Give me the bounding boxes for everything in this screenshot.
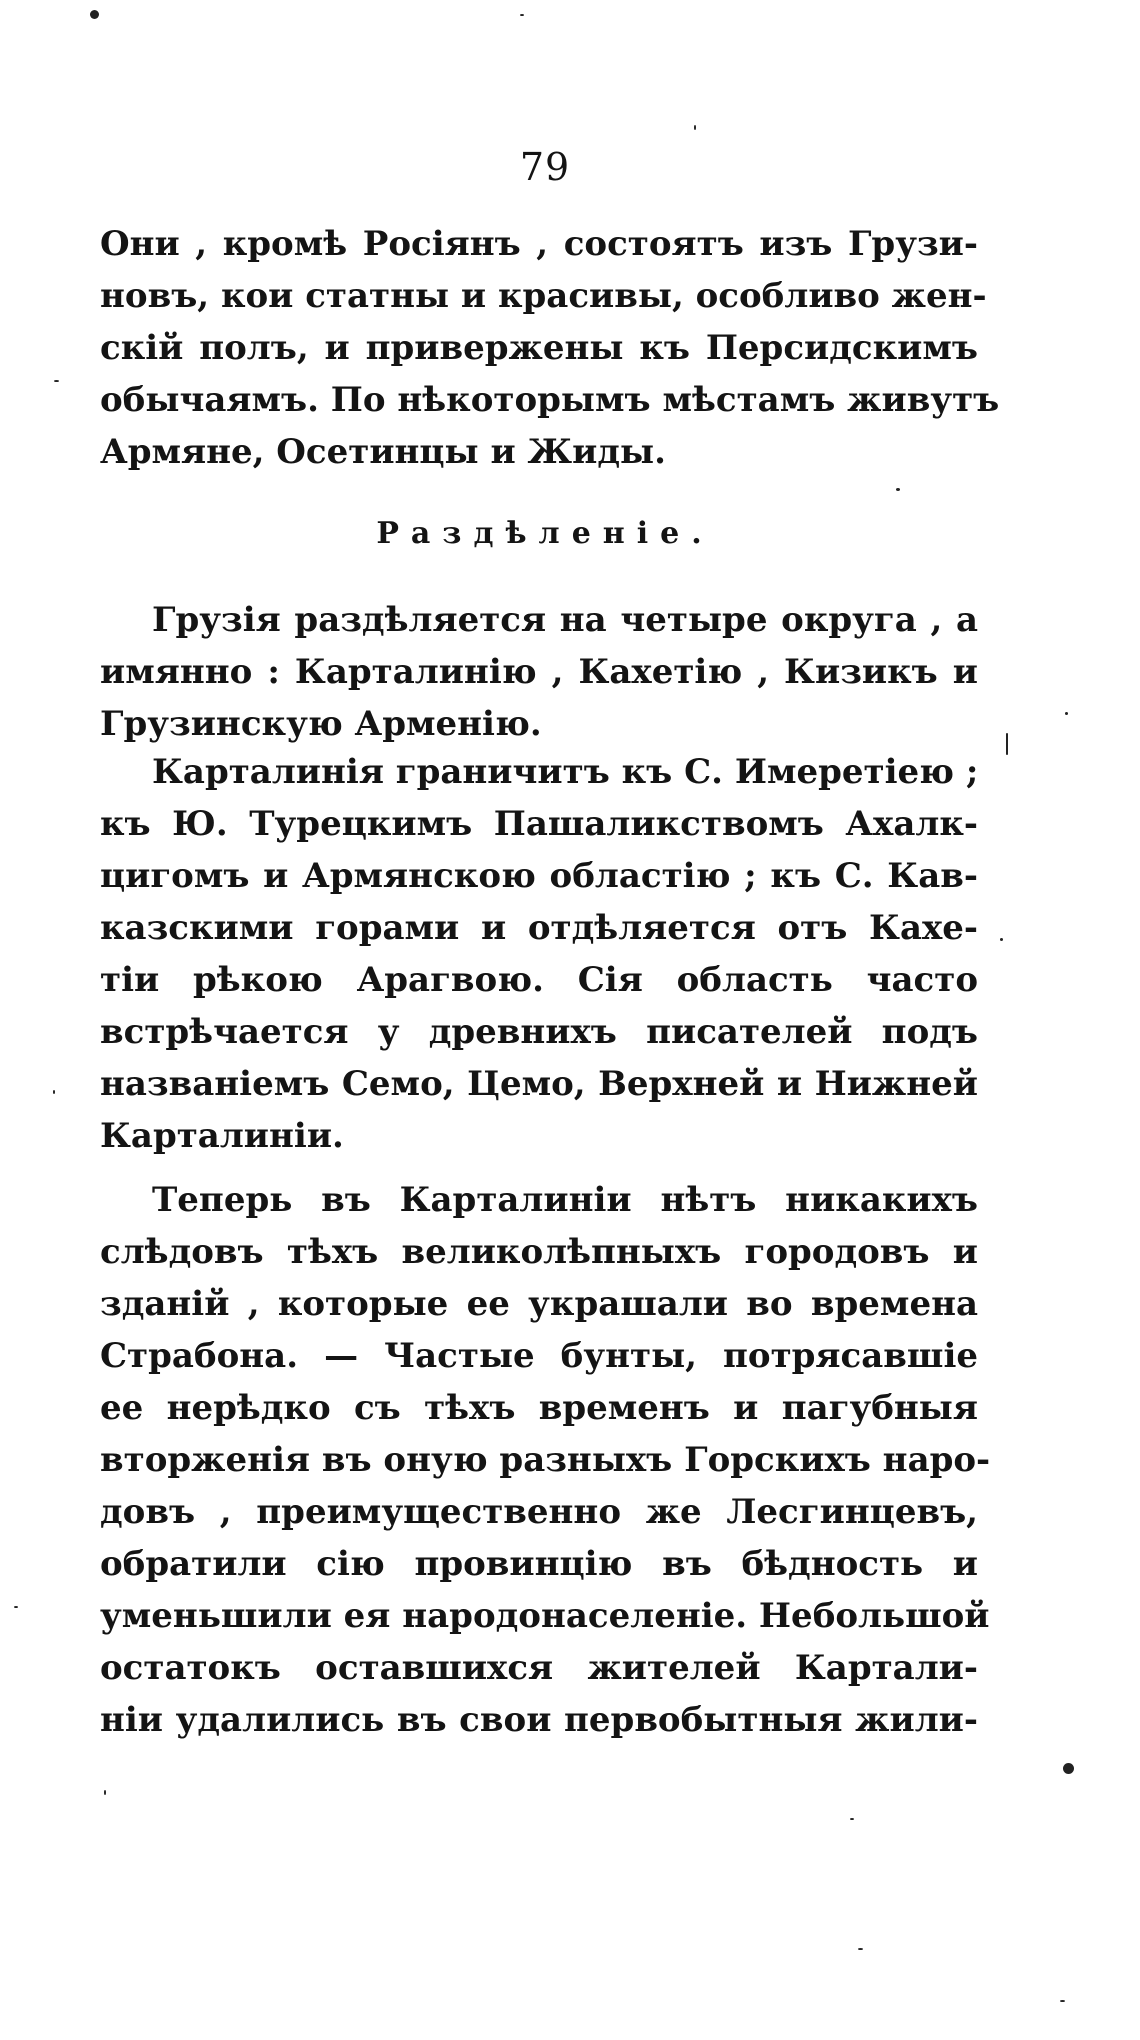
- scan-speck: [1060, 2000, 1065, 2002]
- text-line: новъ, кои статны и красивы, особливо жен-: [100, 276, 987, 316]
- page-number: 79: [519, 145, 571, 189]
- text-line: казскими горами и отдѣляется отъ Кахе-: [100, 908, 978, 948]
- text-line: ее нерѣдко съ тѣхъ временъ и пагубныя: [100, 1388, 978, 1428]
- text-line: Карталинія граничитъ къ С. Имеретіею ;: [152, 752, 979, 792]
- scan-speck: [54, 380, 59, 382]
- text-line: Грузинскую Арменію.: [100, 704, 542, 744]
- scan-speck: [520, 14, 524, 16]
- text-line: Страбона. — Частые бунты, потрясавшіе: [100, 1336, 978, 1376]
- text-line: Карталиніи.: [100, 1116, 344, 1156]
- text-line: обратили сію провинцію въ бѣдность и: [100, 1544, 978, 1584]
- scan-speck: [104, 1790, 106, 1795]
- text-line: Они , кромѣ Росіянъ , состоятъ изъ Грузи-: [100, 224, 978, 264]
- text-line: встрѣчается у древнихъ писателей подъ: [100, 1012, 978, 1052]
- text-line: имянно : Карталинію , Кахетію , Кизикъ и: [100, 652, 978, 692]
- scan-speck: [694, 125, 696, 130]
- scan-speck: [1063, 1763, 1074, 1774]
- text-line: къ Ю. Турецкимъ Пашаликствомъ Ахалк-: [100, 804, 978, 844]
- text-line: цигомъ и Армянскою областію ; къ С. Кав-: [100, 856, 978, 896]
- text-line: зданій , которые ее украшали во времена: [100, 1284, 978, 1324]
- text-line: ніи удалились въ свои первобытныя жили-: [100, 1700, 978, 1740]
- text-line: тіи рѣкою Арагвою. Сія область часто: [100, 960, 978, 1000]
- text-line: слѣдовъ тѣхъ великолѣпныхъ городовъ и: [100, 1232, 978, 1272]
- text-line: уменьшили ея народонаселеніе. Небольшой: [100, 1596, 990, 1636]
- paragraph-kartalinia-history: [100, 1174, 991, 1746]
- paragraph-kartalinia-borders: [100, 746, 978, 1162]
- section-heading: Раздѣленіе.: [376, 516, 714, 551]
- text-line: Теперь въ Карталиніи нѣтъ никакихъ: [152, 1180, 978, 1220]
- scan-speck: [1000, 938, 1003, 941]
- text-line: скій полъ, и привержены къ Персидскимъ: [100, 328, 978, 368]
- scan-speck: [896, 488, 900, 491]
- scan-speck: [858, 1948, 863, 1950]
- scan-speck: [14, 1606, 18, 1608]
- scan-speck: [90, 10, 99, 19]
- scan-speck: [53, 1090, 55, 1094]
- text-line: названіемъ Семо, Цемо, Верхней и Нижней: [100, 1064, 978, 1104]
- text-line: остатокъ оставшихся жителей Картали-: [100, 1648, 978, 1688]
- scan-speck: [1006, 733, 1008, 755]
- text-line: вторженія въ оную разныхъ Горскихъ наро-: [100, 1440, 991, 1480]
- intro-paragraph: [100, 218, 1000, 478]
- text-line: Армяне, Осетинцы и Жиды.: [100, 432, 666, 472]
- text-line: довъ , преимущественно же Лесгинцевъ,: [100, 1492, 978, 1532]
- scan-speck: [1065, 712, 1068, 715]
- text-line: Грузія раздѣляется на четыре округа , а: [152, 600, 978, 640]
- text-line: обычаямъ. По нѣкоторымъ мѣстамъ живутъ: [100, 380, 1000, 420]
- scan-speck: [850, 1818, 854, 1820]
- paragraph-divisions: [100, 594, 978, 750]
